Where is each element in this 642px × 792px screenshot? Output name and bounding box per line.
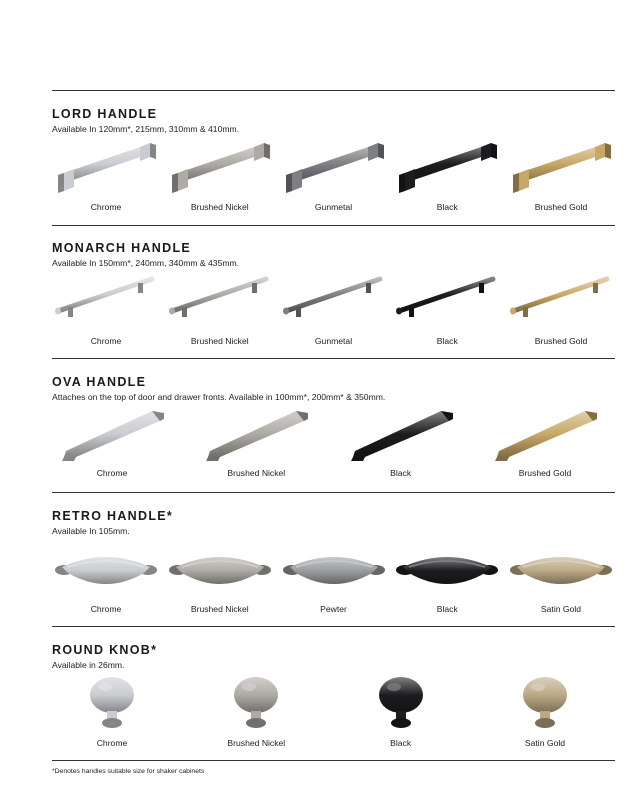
footnote: *Denotes handles suitable size for shaker cabinets [52,768,205,775]
lord-gunmetal-image [280,135,388,197]
ova-brushed-nickel-image [196,403,316,463]
lord-chrome-image [52,135,160,197]
section-title: ROUND KNOB* [52,643,158,657]
lord-black-image [393,135,501,197]
monarch-black-item [393,269,501,346]
monarch-handle-finishes [52,269,615,346]
finish-label: Black [390,738,412,748]
top-divider [52,90,615,91]
finish-label: Brushed Nickel [190,604,249,614]
monarch-brushed-nickel-image [166,269,274,331]
finish-label: Satin Gold [540,604,582,614]
finish-label: Black [436,336,458,346]
knob-satin-gold-image [510,671,580,733]
section-divider [52,492,615,493]
finish-label: Pewter [320,604,347,614]
retro-brushed-nickel-item [166,537,274,614]
section-divider [52,760,615,761]
retro-black-image [393,537,501,599]
monarch-chrome-image [52,269,160,331]
finish-label: Brushed Gold [518,468,572,478]
lord-brushed-nickel-image [166,135,274,197]
retro-brushed-nickel-image [166,537,274,599]
lord-brushed-gold-image [507,135,615,197]
section-divider [52,225,615,226]
knob-satin-gold-item [485,671,605,748]
finish-label: Chrome [90,336,122,346]
monarch-gunmetal-item [280,269,388,346]
section-subtitle: Available In 105mm. [52,526,130,536]
finish-label: Brushed Nickel [190,336,249,346]
finish-label: Brushed Nickel [227,468,286,478]
lord-black-item [393,135,501,212]
retro-chrome-image [52,537,160,599]
finish-label: Chrome [96,738,128,748]
lord-brushed-nickel-item [166,135,274,212]
retro-handle-section [52,509,615,536]
monarch-black-image [393,269,501,331]
ova-brushed-nickel-item [196,403,316,478]
monarch-brushed-gold-item [507,269,615,346]
finish-label: Chrome [96,468,128,478]
knob-brushed-nickel-image [221,671,291,733]
retro-satin-gold-item [507,537,615,614]
lord-handle-section [52,107,615,134]
retro-pewter-item [280,537,388,614]
section-subtitle: Attaches on the top of door and drawer fronts. Available in 100mm*, 200mm* & 350mm. [52,392,386,402]
section-subtitle: Available In 150mm*, 240mm, 340mm & 435mm. [52,258,240,268]
finish-label: Black [436,202,458,212]
section-title: RETRO HANDLE* [52,509,174,523]
monarch-handle-section [52,241,615,268]
finish-label: Satin Gold [524,738,566,748]
knob-black-item [341,671,461,748]
section-title: OVA HANDLE [52,375,147,389]
finish-label: Chrome [90,604,122,614]
monarch-chrome-item [52,269,160,346]
monarch-gunmetal-image [280,269,388,331]
knob-black-image [366,671,436,733]
finish-label: Brushed Nickel [190,202,249,212]
ova-black-item [341,403,461,478]
retro-black-item [393,537,501,614]
lord-chrome-item [52,135,160,212]
knob-brushed-nickel-item [196,671,316,748]
section-subtitle: Available In 120mm*, 215mm, 310mm & 410mm. [52,124,240,134]
finish-label: Brushed Nickel [227,738,286,748]
ova-brushed-gold-image [485,403,605,463]
lord-gunmetal-item [280,135,388,212]
finish-label: Brushed Gold [534,336,588,346]
ova-black-image [341,403,461,463]
round-knob-section [52,643,615,670]
retro-handle-finishes [52,537,615,614]
ova-brushed-gold-item [485,403,605,478]
ova-handle-section [52,375,615,402]
finish-label: Black [390,468,412,478]
knob-chrome-image [77,671,147,733]
ova-handle-finishes [52,403,605,478]
section-divider [52,626,615,627]
finish-label: Black [436,604,458,614]
retro-pewter-image [280,537,388,599]
finish-label: Chrome [90,202,122,212]
knob-chrome-item [52,671,172,748]
finish-label: Brushed Gold [534,202,588,212]
finish-label: Gunmetal [314,336,353,346]
round-knob-finishes [52,671,605,748]
ova-chrome-image [52,403,172,463]
lord-brushed-gold-item [507,135,615,212]
section-divider [52,358,615,359]
lord-handle-finishes [52,135,615,212]
monarch-brushed-gold-image [507,269,615,331]
finish-label: Gunmetal [314,202,353,212]
retro-satin-gold-image [507,537,615,599]
retro-chrome-item [52,537,160,614]
ova-chrome-item [52,403,172,478]
section-title: LORD HANDLE [52,107,158,121]
monarch-brushed-nickel-item [166,269,274,346]
section-subtitle: Available in 26mm. [52,660,125,670]
section-title: MONARCH HANDLE [52,241,192,255]
